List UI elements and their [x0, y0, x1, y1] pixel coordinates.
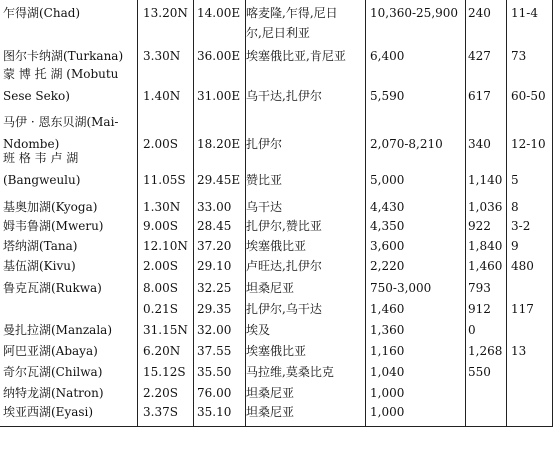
depth-cell: 8 [511, 200, 519, 214]
longitude-cell: 37.20 [197, 239, 232, 253]
country-cell: 坦桑尼亚 [246, 405, 295, 419]
depth-cell: 73 [511, 49, 527, 63]
lake-name: 基伍湖(Kivu) [3, 259, 76, 273]
area-cell: 1,040 [370, 365, 405, 379]
column-rule [137, 0, 138, 427]
country-cell: 埃及 [246, 323, 271, 337]
depth-cell: 480 [511, 259, 534, 273]
altitude-cell: 1,140 [468, 173, 503, 187]
area-cell: 5,000 [370, 173, 405, 187]
column-rule [365, 0, 366, 427]
altitude-cell: 1,840 [468, 239, 503, 253]
lake-name: 班 格 韦 卢 湖 [3, 151, 79, 165]
lake-name: 阿巴亚湖(Abaya) [3, 344, 98, 358]
area-cell: 1,460 [370, 302, 405, 316]
longitude-cell: 33.00 [197, 200, 232, 214]
country-cell: 扎伊尔 [246, 137, 283, 151]
altitude-cell: 550 [468, 365, 491, 379]
longitude-cell: 32.25 [197, 281, 232, 295]
latitude-cell: 0.21S [143, 302, 178, 316]
latitude-cell: 3.37S [143, 405, 178, 419]
column-rule [465, 0, 466, 427]
depth-cell: 5 [511, 173, 519, 187]
lake-name: Sese Seko) [3, 89, 70, 103]
lake-name: 埃亚西湖(Eyasi) [3, 405, 94, 419]
lake-name: 马伊 · 恩东贝湖(Mai- [3, 115, 119, 129]
altitude-cell: 427 [468, 49, 491, 63]
area-cell: 4,430 [370, 200, 405, 214]
area-cell: 3,600 [370, 239, 405, 253]
latitude-cell: 9.00S [143, 219, 178, 233]
latitude-cell: 3.30N [143, 49, 181, 63]
area-cell: 6,400 [370, 49, 405, 63]
latitude-cell: 1.40N [143, 89, 181, 103]
country-cell: 埃塞俄比亚 [246, 344, 307, 358]
altitude-cell: 617 [468, 89, 491, 103]
longitude-cell: 29.35 [197, 302, 232, 316]
country-cell: 坦桑尼亚 [246, 281, 295, 295]
area-cell: 10,360-25,900 [370, 6, 459, 20]
altitude-cell: 0 [468, 323, 476, 337]
country-cell: 乌干达,扎伊尔 [246, 89, 322, 103]
altitude-cell: 240 [468, 6, 491, 20]
altitude-cell: 922 [468, 219, 491, 233]
depth-cell: 11-4 [511, 6, 538, 20]
lake-name: (Bangweulu) [3, 173, 81, 187]
country-cell: 赞比亚 [246, 173, 283, 187]
depth-cell: 60-50 [511, 89, 546, 103]
area-cell: 750-3,000 [370, 281, 432, 295]
area-cell: 2,070-8,210 [370, 137, 443, 151]
depth-cell: 12-10 [511, 137, 546, 151]
depth-cell: 13 [511, 344, 527, 358]
lake-name: 纳特龙湖(Natron) [3, 386, 104, 400]
lake-name: 塔纳湖(Tana) [3, 239, 78, 253]
longitude-cell: 35.50 [197, 365, 232, 379]
altitude-cell: 912 [468, 302, 491, 316]
altitude-cell: 1,460 [468, 259, 503, 273]
country-cell: 埃塞俄比亚,肯尼亚 [246, 49, 346, 63]
table-bottom-rule [0, 426, 553, 427]
country-cell: 乌干达 [246, 200, 283, 214]
column-rule [193, 0, 194, 427]
area-cell: 5,590 [370, 89, 405, 103]
lake-name: 曼扎拉湖(Manzala) [3, 323, 113, 337]
depth-cell: 3-2 [511, 219, 531, 233]
latitude-cell: 2.00S [143, 137, 178, 151]
lake-name: Ndombe) [3, 137, 60, 151]
lake-name: 基奥加湖(Kyoga) [3, 200, 98, 214]
longitude-cell: 37.55 [197, 344, 232, 358]
longitude-cell: 31.00E [197, 89, 241, 103]
longitude-cell: 76.00 [197, 386, 232, 400]
longitude-cell: 28.45 [197, 219, 232, 233]
lake-name: 奇尔瓦湖(Chilwa) [3, 365, 103, 379]
country-cell: 马拉维,莫桑比克 [246, 365, 334, 379]
longitude-cell: 14.00E [197, 6, 241, 20]
altitude-cell: 793 [468, 281, 491, 295]
lake-name: 乍得湖(Chad) [3, 6, 81, 20]
depth-cell: 9 [511, 239, 519, 253]
area-cell: 1,160 [370, 344, 405, 358]
country-cell: 扎伊尔,乌干达 [246, 302, 322, 316]
latitude-cell: 31.15N [143, 323, 188, 337]
longitude-cell: 36.00E [197, 49, 241, 63]
longitude-cell: 29.10 [197, 259, 232, 273]
country-cell: 埃塞俄比亚 [246, 239, 307, 253]
area-cell: 1,000 [370, 386, 405, 400]
country-cell: 卢旺达,扎伊尔 [246, 259, 322, 273]
latitude-cell: 2.00S [143, 259, 178, 273]
latitude-cell: 11.05S [143, 173, 186, 187]
altitude-cell: 340 [468, 137, 491, 151]
latitude-cell: 12.10N [143, 239, 188, 253]
area-cell: 4,350 [370, 219, 405, 233]
country-cell: 坦桑尼亚 [246, 386, 295, 400]
altitude-cell: 1,268 [468, 344, 503, 358]
latitude-cell: 1.30N [143, 200, 181, 214]
depth-cell: 117 [511, 302, 534, 316]
area-cell: 1,360 [370, 323, 405, 337]
lake-name: 蒙 博 托 湖 (Mobutu [3, 67, 119, 81]
lake-name: 鲁克瓦湖(Rukwa) [3, 281, 102, 295]
area-cell: 1,000 [370, 405, 405, 419]
lake-name: 姆韦鲁湖(Mweru) [3, 219, 104, 233]
country-cell: 喀麦隆,乍得,尼日 [246, 6, 338, 20]
country-cell: 扎伊尔,赞比亚 [246, 219, 322, 233]
area-cell: 2,220 [370, 259, 405, 273]
latitude-cell: 2.20S [143, 386, 178, 400]
longitude-cell: 18.20E [197, 137, 241, 151]
latitude-cell: 6.20N [143, 344, 181, 358]
country-cell: 尔,尼日利亚 [246, 26, 310, 40]
longitude-cell: 35.10 [197, 405, 232, 419]
latitude-cell: 15.12S [143, 365, 186, 379]
altitude-cell: 1,036 [468, 200, 503, 214]
latitude-cell: 13.20N [143, 6, 188, 20]
longitude-cell: 32.00 [197, 323, 232, 337]
longitude-cell: 29.45E [197, 173, 241, 187]
column-rule [506, 0, 507, 427]
latitude-cell: 8.00S [143, 281, 178, 295]
lake-name: 图尔卡纳湖(Turkana) [3, 49, 124, 63]
